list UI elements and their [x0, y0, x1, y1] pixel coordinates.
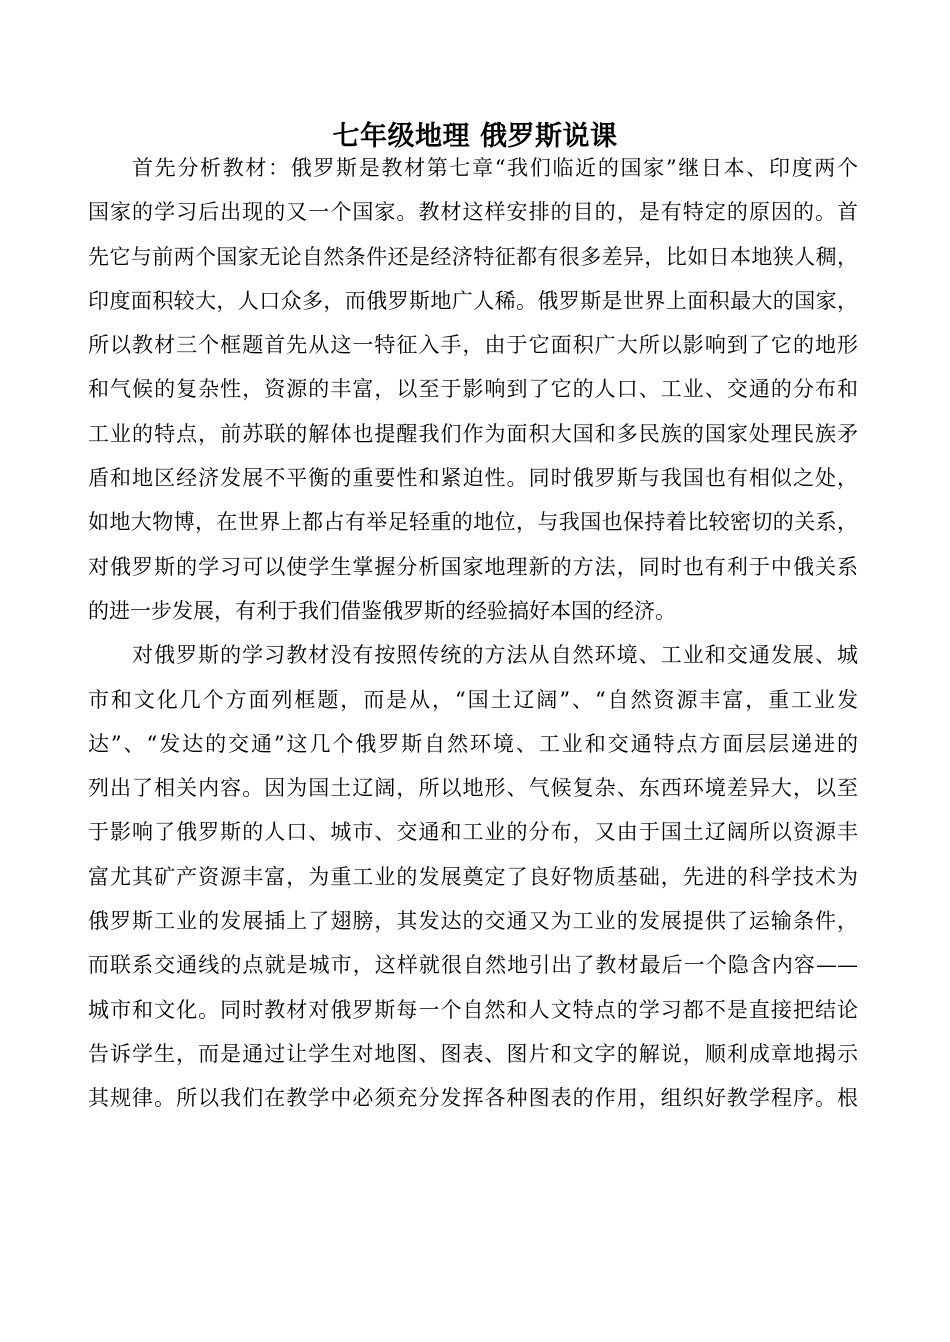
paragraph-2-line-3: 达”、“发达的交通”这几个俄罗斯自然环境、工业和交通特点方面层层递进的 [88, 731, 858, 756]
paragraph-1-line-9: 如地大物博，在世界上都占有举足轻重的地位，与我国也保持着比较密切的关系， [88, 510, 858, 535]
paragraph-2-line-1: 对俄罗斯的学习教材没有按照传统的方法从自然环境、工业和交通发展、城 [132, 643, 858, 668]
paragraph-2-line-8: 而联系交通线的点就是城市，这样就很自然地引出了教材最后一个隐含内容—— [88, 953, 858, 978]
paragraph-1-line-4: 印度面积较大，人口众多，而俄罗斯地广人稀。俄罗斯是世界上面积最大的国家， [88, 288, 858, 313]
paragraph-1-line-1: 首先分析教材：俄罗斯是教材第七章“我们临近的国家”继日本、印度两个 [132, 156, 858, 180]
paragraph-1-line-8: 盾和地区经济发展不平衡的重要性和紧迫性。同时俄罗斯与我国也有相似之处， [88, 466, 858, 491]
paragraph-2-line-11: 其规律。所以我们在教学中必须充分发挥各种图表的作用，组织好教学程序。根 [88, 1086, 858, 1111]
paragraph-2-line-10: 告诉学生，而是通过让学生对地图、图表、图片和文字的解说，顺利成章地揭示 [88, 1041, 858, 1066]
paragraph-1-line-6: 和气候的复杂性，资源的丰富，以至于影响到了它的人口、工业、交通的分布和 [88, 377, 858, 402]
paragraph-2-line-4: 列出了相关内容。因为国土辽阔，所以地形、气候复杂、东西环境差异大，以至 [88, 776, 858, 801]
paragraph-2-line-5: 于影响了俄罗斯的人口、城市、交通和工业的分布，又由于国土辽阔所以资源丰 [88, 820, 858, 845]
paragraph-2-line-7: 俄罗斯工业的发展插上了翅膀，其发达的交通又为工业的发展提供了运输条件， [88, 909, 858, 934]
paragraph-2-line-9: 城市和文化。同时教材对俄罗斯每一个自然和人文特点的学习都不是直接把结论 [88, 997, 858, 1022]
document-title: 七年级地理 俄罗斯说课 [332, 121, 618, 152]
paragraph-1-line-11: 的进一步发展，有利于我们借鉴俄罗斯的经验搞好本国的经济。 [88, 598, 676, 623]
paragraph-1-line-2: 国家的学习后出现的又一个国家。教材这样安排的目的，是有特定的原因的。首 [88, 200, 858, 225]
paragraph-1-line-10: 对俄罗斯的学习可以使学生掌握分析国家地理新的方法，同时也有利于中俄关系 [88, 554, 858, 579]
paragraph-1-line-3: 先它与前两个国家无论自然条件还是经济特征都有很多差异，比如日本地狭人稠， [88, 244, 858, 269]
paragraph-1-line-7: 工业的特点，前苏联的解体也提醒我们作为面积大国和多民族的国家处理民族矛 [88, 421, 858, 446]
paragraph-1-line-5: 所以教材三个框题首先从这一特征入手，由于它面积广大所以影响到了它的地形 [88, 333, 858, 358]
document-body [88, 146, 858, 1121]
paragraph-2-line-6: 富尤其矿产资源丰富，为重工业的发展奠定了良好物质基础，先进的科学技术为 [88, 864, 858, 889]
paragraph-2-line-2: 市和文化几个方面列框题，而是从，“国土辽阔”、“自然资源丰富，重工业发 [88, 687, 858, 712]
